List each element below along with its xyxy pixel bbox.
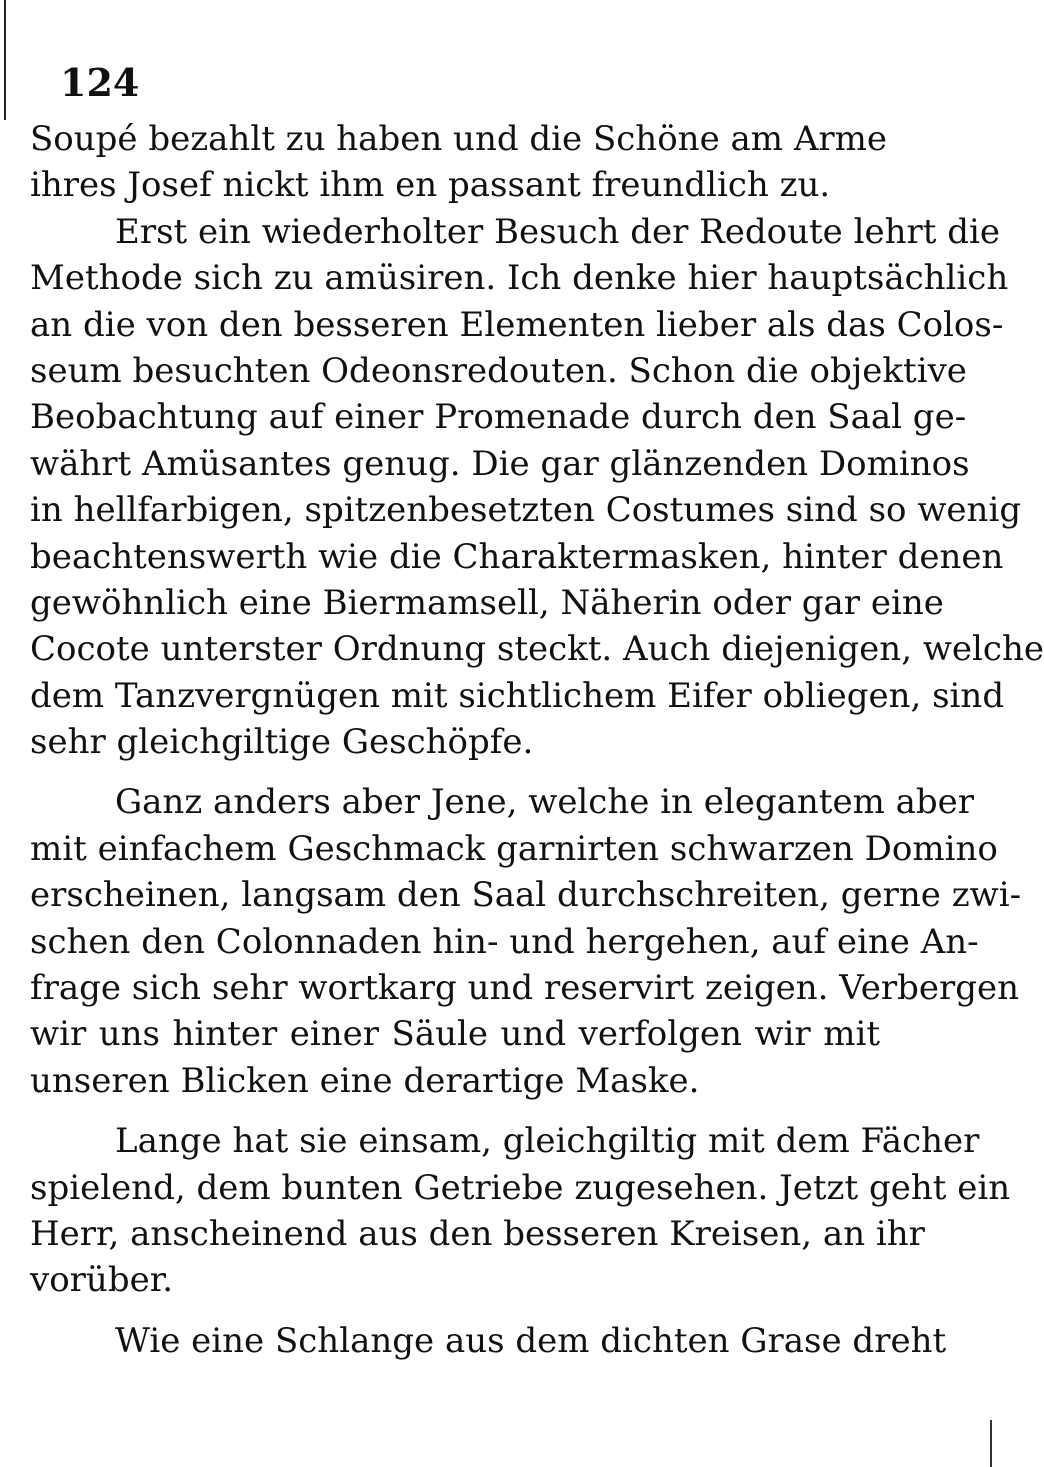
- page-edge-right: [990, 1420, 992, 1467]
- text-line: ihres Josef nickt ihm en passant freundlich zu.: [30, 165, 831, 206]
- text-line: schen den Colonnaden hin- und hergehen, auf eine An-: [30, 921, 979, 962]
- text-line: Wie eine Schlange aus dem dichten Grase dreht: [115, 1320, 947, 1361]
- paragraph: [30, 209, 1044, 766]
- paragraph-gap: [30, 1104, 880, 1118]
- text-line: Cocote unterster Ordnung steckt. Auch diejenigen, welche: [30, 629, 1044, 670]
- text-line: dem Tanzvergnügen mit sichtlichem Eifer obliegen, sind: [30, 675, 1005, 716]
- text-line: Lange hat sie einsam, gleichgiltig mit dem Fächer: [115, 1121, 980, 1162]
- text-line: Herr, anscheinend aus den besseren Kreisen, an ihr: [30, 1213, 925, 1254]
- text-line: Ganz anders aber Jene, welche in elegantem aber: [115, 782, 975, 823]
- text-line: wir uns hinter einer Säule und verfolgen wir mit: [30, 1014, 880, 1055]
- text-line: frage sich sehr wortkarg und reservirt zeigen. Verbergen: [30, 968, 1019, 1009]
- text-line: vorüber.: [30, 1260, 174, 1301]
- text-line: unseren Blicken eine derartige Maske.: [30, 1060, 700, 1101]
- text-line: seum besuchten Odeonsredouten. Schon die objektive: [30, 350, 967, 391]
- text-line: Methode sich zu amüsiren. Ich denke hier hauptsächlich: [30, 258, 1009, 299]
- text-line: Soupé bezahlt zu haben und die Schöne am Arme: [30, 119, 887, 159]
- text-line: spielend, dem bunten Getriebe zugesehen. Jetzt geht ein: [30, 1167, 1011, 1208]
- text-line: Beobachtung auf einer Promenade durch den Saal ge-: [30, 397, 967, 438]
- paragraph: [30, 1118, 1011, 1304]
- text-line: Erst ein wiederholter Besuch der Redoute lehrt die: [115, 211, 1000, 252]
- text-line: beachtenswerth wie die Charaktermasken, hinter denen: [30, 536, 1004, 577]
- text-line: währt Amüsantes genug. Die gar glänzenden Dominos: [30, 443, 970, 484]
- text-line: an die von den besseren Elementen lieber als das Colos-: [30, 304, 1004, 345]
- paragraph-gap: [30, 765, 880, 779]
- body-text: [30, 116, 1044, 1364]
- page-edge-left: [4, 0, 6, 120]
- text-line: sehr gleichgiltige Geschöpfe.: [30, 722, 534, 763]
- paragraph-gap: [30, 1304, 880, 1318]
- text-line: mit einfachem Geschmack garnirten schwarzen Domino: [30, 828, 998, 869]
- paragraph: [30, 1318, 947, 1364]
- paragraph: [30, 116, 887, 209]
- page-number: 124: [60, 60, 140, 105]
- text-line: in hellfarbigen, spitzenbesetzten Costumes sind so wenig: [30, 490, 1022, 531]
- paragraph: [30, 779, 1022, 1104]
- text-line: gewöhnlich eine Biermamsell, Näherin oder gar eine: [30, 582, 944, 623]
- text-line: erscheinen, langsam den Saal durchschreiten, gerne zwi-: [30, 875, 1022, 916]
